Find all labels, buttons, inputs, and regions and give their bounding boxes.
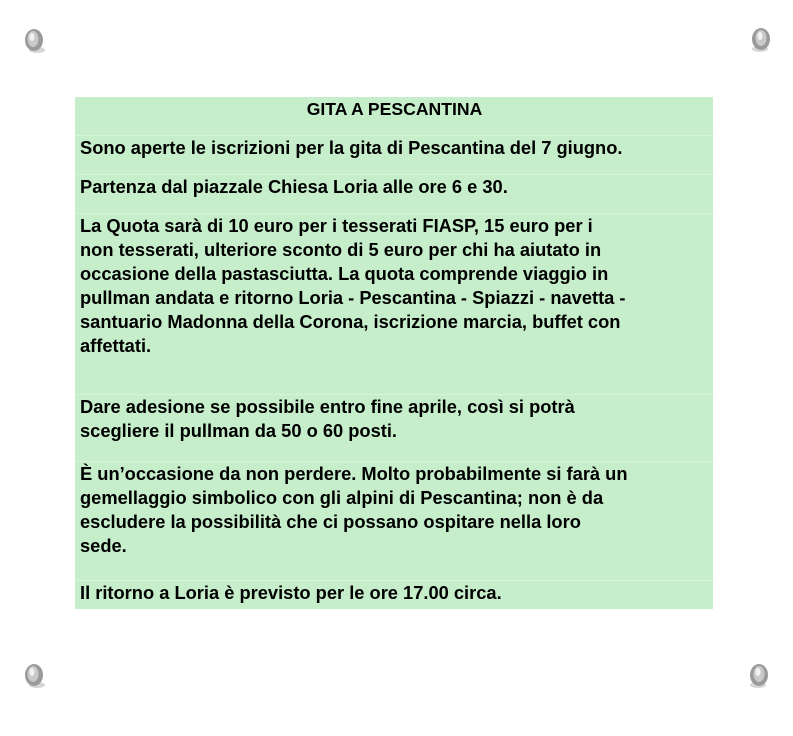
paragraph-iscrizioni: Sono aperte le iscrizioni per la gita di Pescantina del 7 giugno. [75, 135, 713, 161]
notice-title: GITA A PESCANTINA [306, 99, 483, 119]
pushpin-icon [23, 27, 47, 55]
paragraph-partenza: Partenza dal piazzale Chiesa Loria alle ore 6 e 30. [75, 174, 713, 200]
pushpin-icon [748, 26, 772, 54]
pushpin-icon [746, 662, 770, 690]
paragraph-quota: La Quota sarà di 10 euro per i tesserati FIASP, 15 euro per i non tesserati, ulteriore sconto di 5 euro per chi ha aiutato in occasione della pastasciutta. La quota comprende viaggio in pullman andata e ritorno Loria - Pescantina - Spiazzi - navetta - santuario Madonna della Corona, iscrizione marcia, buffet con affettati. [75, 213, 713, 377]
paragraph-occasione: È un’occasione da non perdere. Molto probabilmente si farà un gemellaggio simbolico con gli alpini di Pescantina; non è da escludere la possibilità che ci possano ospitare nella loro sede. [75, 461, 713, 565]
notice-panel [75, 97, 713, 609]
paragraph-adesione: Dare adesione se possibile entro fine aprile, così si potrà scegliere il pullman da 50 o 60 posti. [75, 394, 713, 450]
paragraph-ritorno: Il ritorno a Loria è previsto per le ore 17.00 circa. [75, 580, 713, 608]
pushpin-icon [23, 662, 47, 690]
